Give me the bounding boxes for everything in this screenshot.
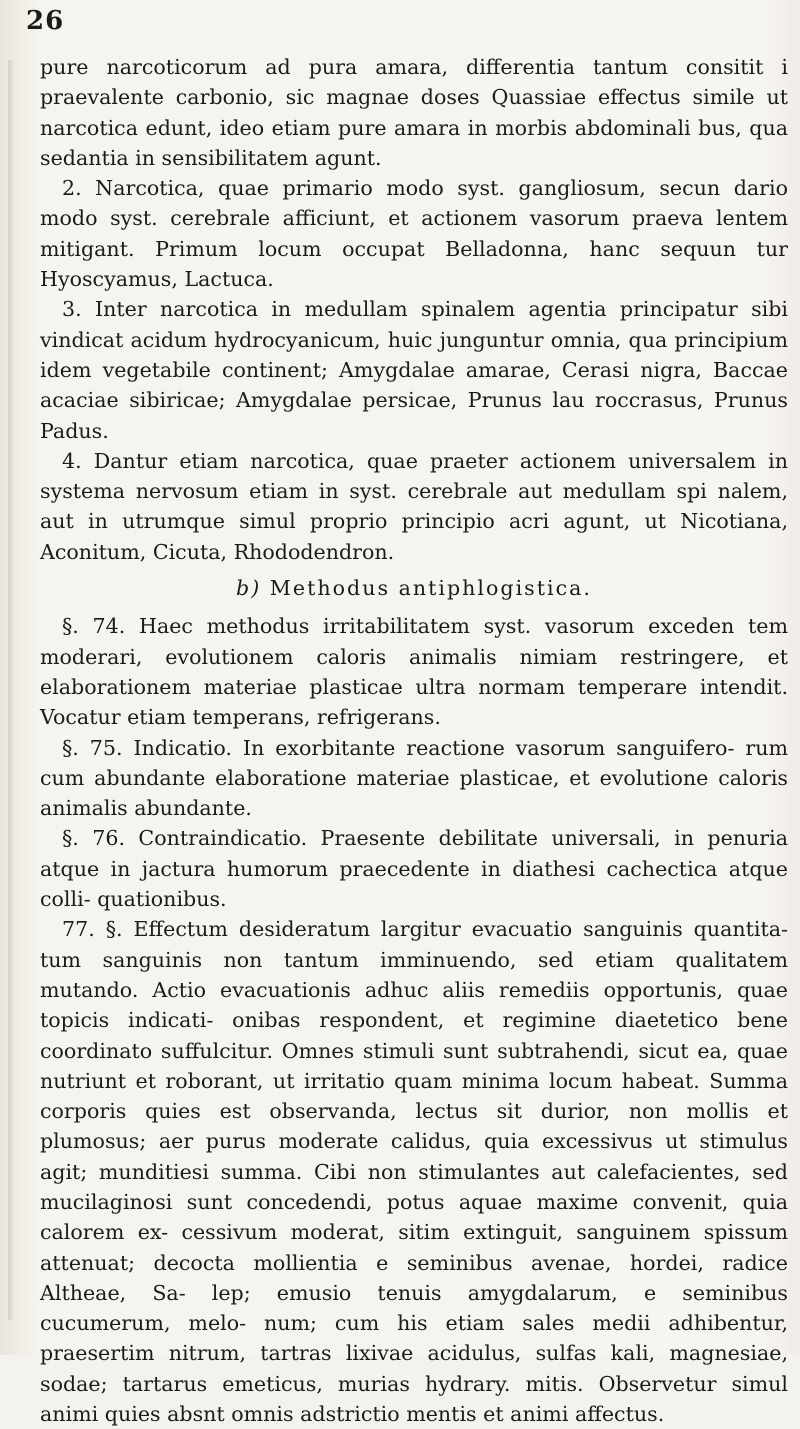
paragraph-75: §. 75. Indicatio. In exorbitante reactione vasorum sanguifero- rum cum abundante elaboratione materiae plasticae, et evolutione caloris animalis abundante. [40, 735, 788, 821]
paragraph-intro: pure narcoticorum ad pura amara, differentia tantum consitit i praevalente carbonio, sic magnae doses Quassiae effectus simile ut narcotica edunt, ideo etiam pure amara in morbis abdominali bus, qua sedantia in sensibilitatem agunt. [40, 55, 788, 170]
page-number: 26 [26, 6, 65, 36]
paragraph-4: 4. Dantur etiam narcotica, quae praeter actionem universalem in systema nervosum etiam in syst. cerebrale aut medullam spi nalem, aut in utrumque simul proprio principio acri agunt, ut Nicotiana, Aconitum, Cicuta, Rhododendron. [40, 448, 788, 564]
paragraph-76: §. 76. Contraindicatio. Praesente debilitate universali, in penuria atque in jactura humorum praecedente in diathesi cachectica atque colli- quationibus. [40, 826, 788, 912]
book-gutter-shadow [8, 60, 13, 1320]
paragraph-77: 77. §. Effectum desideratum largitur evacuatio sanguinis quantita- tum sanguinis non tantum imminuendo, sed etiam qualitatem mutando. Actio evacuationis adhuc aliis remediis opportunis, quae topicis indicati- onibas respondent, et regimine diaetetico bene coordinato suffulcitur. Omnes stimuli sunt subtrahendi, sicut ea, quae nutriunt et roborant, ut irritatio quam minima locum habeat. Summa corporis quies est observanda, lectus sit durior, non mollis et plumosus; aer purus moderate calidus, quia excessivus ut stimulus agit; munditiesi summa. Cibi non stimulantes aut calefacientes, sed mucilaginosi sunt concedendi, potus aquae maxime convenit, quia calorem ex- cessivum moderat, sitim extinguit, sanguinem spissum attenuat; decocta mollientia e seminibus avenae, hordei, radice Altheae, Sa- lep; emusio tenuis amygdalarum, e seminibus cucumerum, melo- num; cum his etiam sales medii adhibentur, praesertim nitrum, tartras lixivae acidulus, sulfas kali, magnesiae, sodae; tartarus emeticus, murias hydrary. mitis. Observetur simul animi quies absnt omnis adstrictio mentis et animi affectus. [40, 917, 788, 1427]
section-heading-letter: b) [236, 576, 262, 601]
section-heading-title: Methodus antiphlogistica. [269, 576, 592, 601]
paragraph-3: 3. Inter narcotica in medullam spinalem agentia principatur sibi vindicat acidum hydrocyanicum, huic junguntur omnia, qua principium idem vegetabile continent; Amygdalae amarae, Cerasi nigra, Baccae acaciae sibiricae; Amygdalae persicae, Prunus lau roccrasus, Prunus Padus. [40, 297, 788, 443]
paragraph-74: §. 74. Haec methodus irritabilitatem syst. vasorum exceden tem moderari, evolutionem caloris animalis nimiam restringere, et elaborationem materiae plasticae ultra normam temperare intendit. Vocatur etiam temperans, refrigerans. [40, 614, 788, 730]
paragraph-2: 2. Narcotica, quae primario modo syst. gangliosum, secun dario modo syst. cerebrale afficiunt, et actionem vasorum praeva lentem mitigant. Primum locum occupat Belladonna, hanc sequun tur Hyoscyamus, Lactuca. [40, 176, 788, 292]
page-body [40, 52, 788, 1429]
section-heading [40, 573, 788, 603]
